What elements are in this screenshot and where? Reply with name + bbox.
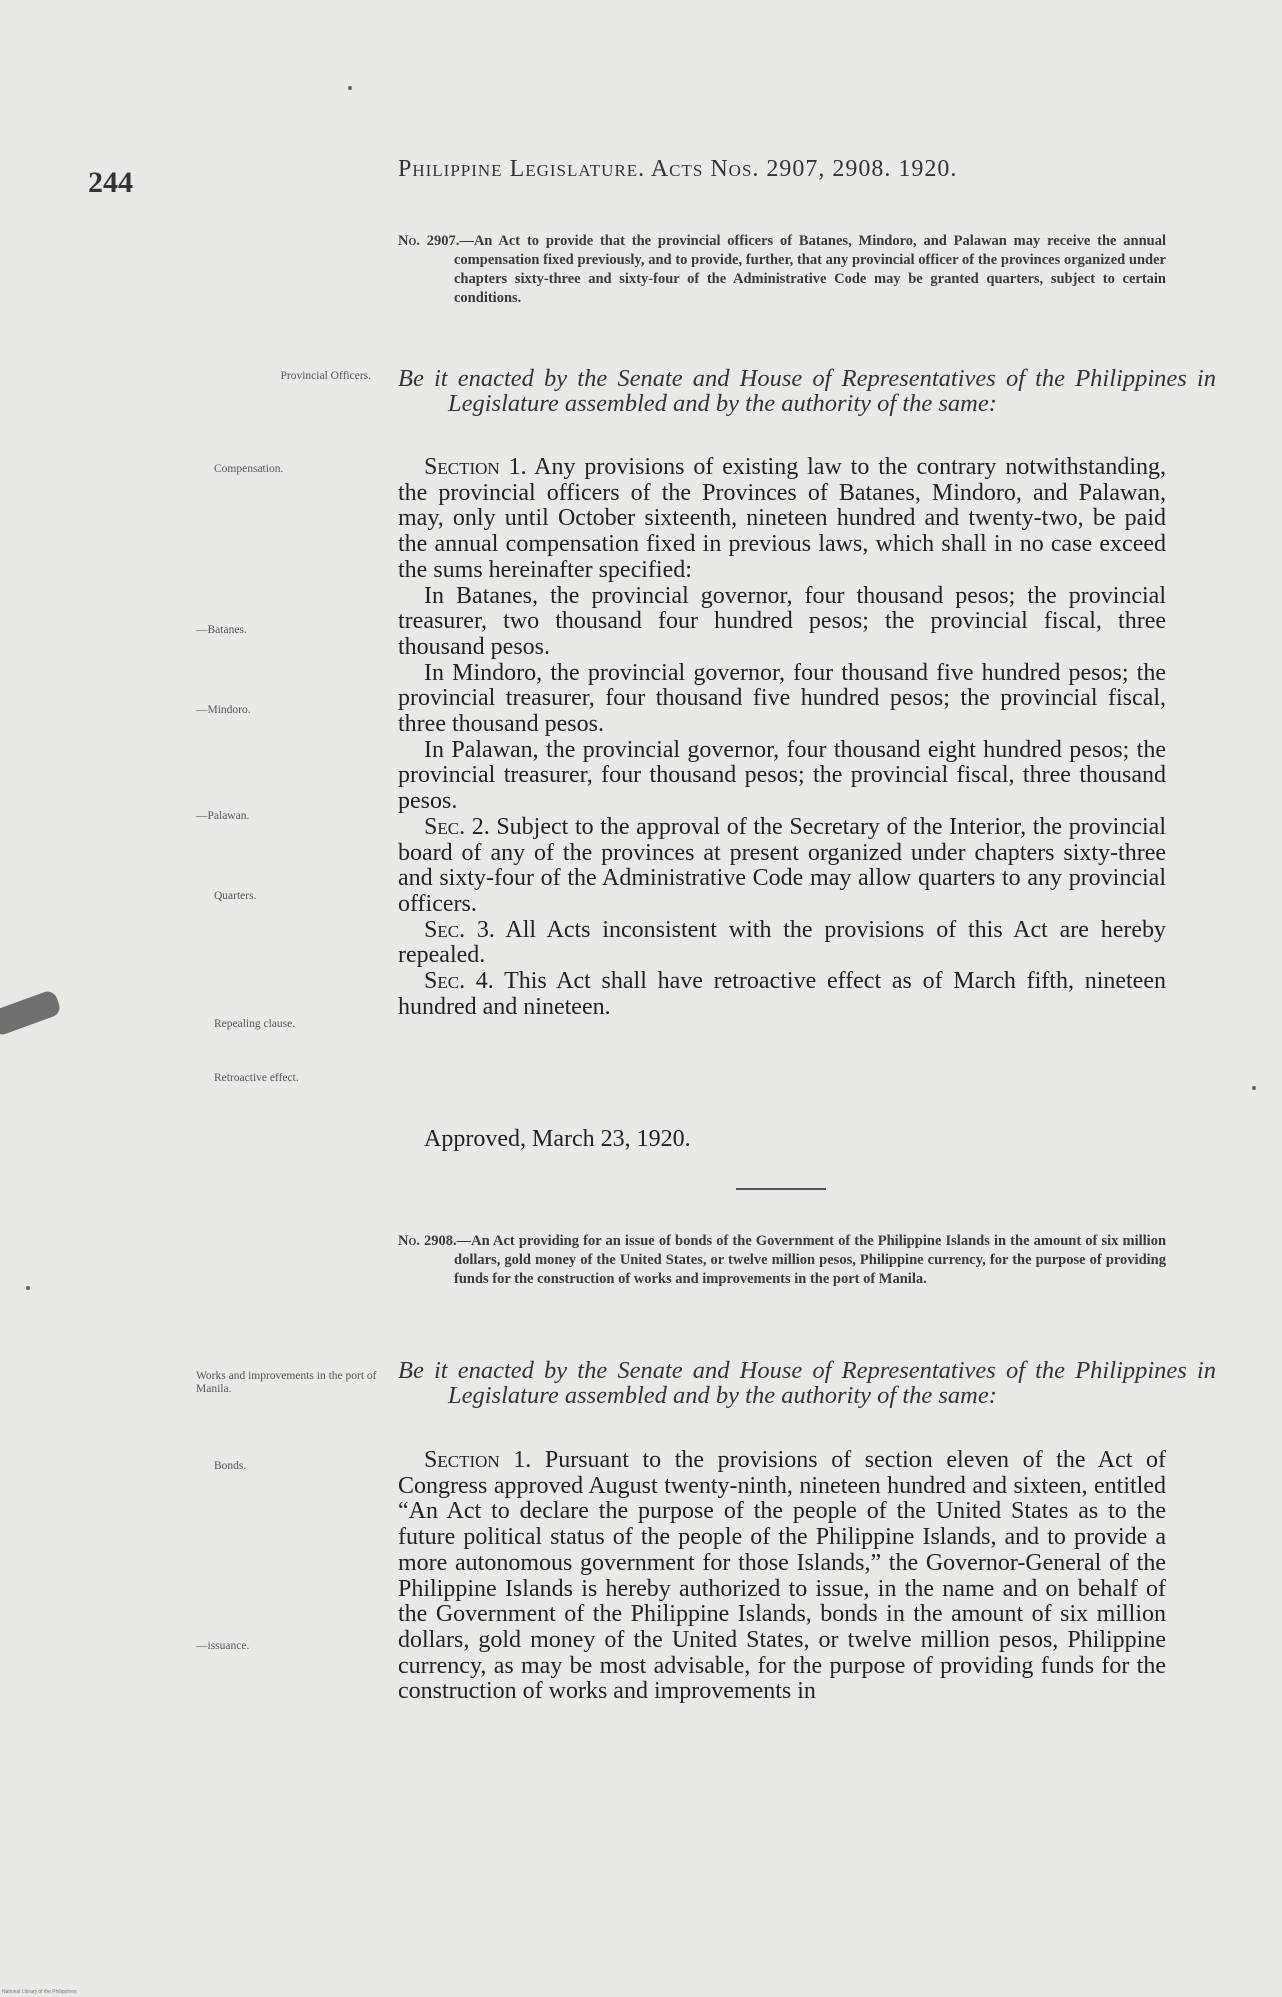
section-text: All Acts inconsistent with the provisions of this Act are hereby repealed. (398, 916, 1166, 969)
act-2907-palawan-paragraph: In Palawan, the provincial governor, four thousand eight hundred pesos; the provincial treasurer, four thousand pesos; the provincial fiscal, three thousand pesos. (398, 736, 1166, 815)
section-label: Sec. 3. (424, 916, 495, 943)
act-2907-enacting-clause: Be it enacted by the Senate and House of Representatives of the Philippines in Legislature assembled and by the authority of the same: (398, 365, 1216, 417)
section-text: This Act shall have retroactive effect as of March fifth, nineteen hundred and nineteen. (398, 968, 1166, 1020)
footer-stamp: National Library of the Philippines (2, 1989, 77, 1995)
scan-smudge (0, 989, 62, 1037)
section-label: Section 1. (424, 1447, 532, 1473)
section-text: Pursuant to the provisions of section eleven of the Act of Congress approved August twenty-ninth, nineteen hundred and sixteen, entitled “An Act to declare the purpose of the people of the United States as to the future political status of the people of the Philippine Islands, and to provide a more autonomous government for those Islands,” the Governor-General of the Philippine Islands is hereby authorized to issue, in the name and on behalf of the Government of the Philippine Islands, bonds in the amount of six million dollars, gold money of the United States, or twelve million pesos, Philippine currency, as may be most advisable, for the purpose of providing funds for the construction of works and improvements in (398, 1447, 1166, 1705)
section-divider (736, 1188, 826, 1190)
margin-note-quarters: Quarters. (214, 890, 257, 902)
act-2907-body (398, 455, 1166, 1020)
scan-dot (1252, 1086, 1256, 1090)
margin-note-issuance: —issuance. (196, 1640, 250, 1652)
act-2908-section-1 (398, 1448, 1166, 1705)
margin-note-palawan: —Palawan. (196, 810, 250, 822)
act-2907-approved: Approved, March 23, 1920. (424, 1126, 691, 1152)
margin-note-batanes: —Batanes. (196, 624, 247, 636)
act-2907-section-3 (398, 918, 1166, 969)
page-number: 244 (88, 166, 133, 199)
act-2907-section-1 (398, 455, 1166, 584)
running-head: Philippine Legislature. Acts Nos. 2907, 2908. 1920. (398, 156, 958, 182)
section-text: Any provisions of existing law to the contrary notwithstanding, the provincial officers of the Provinces of Batanes, Mindoro, and Palawan, may, only until October sixteenth, nineteen hundred and twenty-two, be paid the annual compensation fixed in previous laws, which shall in no case exceed the sums hereinafter specified: (398, 454, 1166, 583)
section-label: Sec. 2. (424, 813, 490, 840)
act-2907-summary-text: —An Act to provide that the provincial officers of Batanes, Mindoro, and Palawan may receive the annual compensation fixed previously, and to provide, further, that any provincial officer of the provinces organized under chapters sixty-three and sixty-four of the Administrative Code may be granted quarters, subject to certain conditions. (454, 233, 1166, 306)
section-label: Section 1. (424, 454, 527, 480)
section-label: Sec. 4. (424, 968, 494, 995)
act-2908-summary-text: —An Act providing for an issue of bonds of the Government of the Philippine Islands in the amount of six million dollars, gold money of the United States, or twelve million pesos, Philippine currency, for the purpose of providing funds for the construction of works and improvements in the port of Manila. (454, 1233, 1167, 1287)
act-2907-number: No. 2907. (398, 233, 460, 249)
margin-note-works-port-manila: Works and improvements in the port of Manila. (196, 1370, 377, 1395)
act-2908-number: No. 2908. (398, 1233, 457, 1249)
section-text: Subject to the approval of the Secretary of the Interior, the provincial board of any of the provinces at present organized under chapters sixty-three and sixty-four of the Administrative Code may allow quarters to any provincial officers. (398, 813, 1166, 917)
act-2907-summary (398, 232, 1166, 308)
scan-dot (26, 1286, 30, 1290)
margin-note-mindoro: —Mindoro. (196, 704, 251, 716)
act-2907-batanes-paragraph: In Batanes, the provincial governor, four thousand pesos; the provincial treasurer, two thousand four hundred pesos; the provincial fiscal, three thousand pesos. (398, 582, 1166, 660)
margin-note-repealing-clause: Repealing clause. (214, 1018, 296, 1030)
act-2908-summary (398, 1232, 1166, 1289)
act-2907-section-4 (398, 969, 1166, 1020)
margin-note-provincial-officers: Provincial Officers. (280, 370, 371, 382)
act-2907-mindoro-paragraph: In Mindoro, the provincial governor, four thousand five hundred pesos; the provincial treasurer, four thousand five hundred pesos; the provincial fiscal, three thousand pesos. (398, 659, 1166, 738)
margin-note-retroactive-effect: Retroactive effect. (214, 1072, 299, 1084)
act-2907-section-2 (398, 815, 1166, 918)
margin-note-bonds: Bonds. (214, 1460, 247, 1472)
act-2908-body (398, 1448, 1166, 1705)
act-2908-enacting-clause: Be it enacted by the Senate and House of Representatives of the Philippines in Legislature assembled and by the authority of the same: (398, 1357, 1216, 1409)
scan-dot (348, 86, 352, 90)
margin-note-compensation: Compensation. (214, 463, 284, 475)
